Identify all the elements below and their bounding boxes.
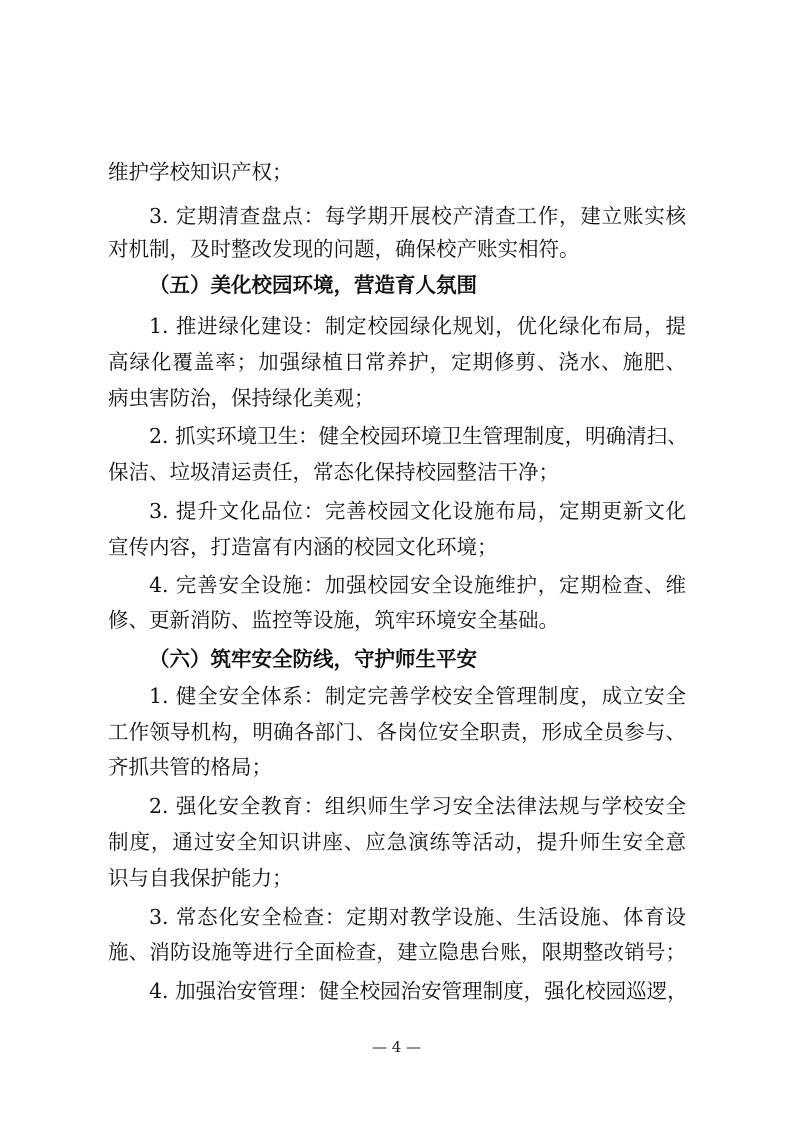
section-heading (0, 270, 793, 300)
line-text: 工作领导机构，明确各部门、各岗位安全职责，形成全员参与、 (108, 720, 686, 744)
page-number: — 4 — (371, 1038, 422, 1056)
text-line (0, 311, 793, 341)
text-line (0, 496, 793, 526)
text-line (0, 347, 793, 377)
text-line (0, 201, 793, 231)
line-text: 4. 完善安全设施：加强校园安全设施维护，定期检查、维 (149, 573, 686, 597)
text-line (0, 717, 793, 747)
text-line (0, 457, 793, 487)
line-text: 维护学校知识产权； (108, 160, 293, 184)
text-line (0, 605, 793, 635)
text-line (0, 791, 793, 821)
text-line (0, 234, 793, 264)
line-text: 3. 提升文化品位：完善校园文化设施布局，定期更新文化 (149, 499, 686, 523)
line-text: 识与自我保护能力； (108, 866, 293, 890)
heading-text: （五）美化校园环境，营造育人氛围 (149, 273, 477, 297)
line-text: 制度，通过安全知识讲座、应急演练等活动，提升师生安全意 (108, 830, 686, 854)
text-line (0, 383, 793, 413)
line-text: 保洁、垃圾清运责任，常态化保持校园整洁干净； (108, 460, 559, 484)
line-text: 3. 常态化安全检查：定期对教学设施、生活设施、体育设 (149, 905, 686, 929)
text-line (0, 902, 793, 932)
line-text: 高绿化覆盖率；加强绿植日常养护，定期修剪、浇水、施肥、 (108, 350, 686, 374)
text-line (0, 863, 793, 893)
line-text: 病虫害防治，保持绿化美观； (108, 386, 375, 410)
section-heading (0, 644, 793, 674)
text-line (0, 421, 793, 451)
line-text: 施、消防设施等进行全面检查，建立隐患台账，限期整改销号； (108, 940, 686, 964)
line-text: 修、更新消防、监控等设施，筑牢环境安全基础。 (108, 608, 559, 632)
text-line (0, 937, 793, 967)
line-text: 3. 定期清查盘点：每学期开展校产清查工作，建立账实核 (149, 204, 686, 228)
line-text: 4. 加强治安管理：健全校园治安管理制度，强化校园巡逻， (149, 979, 688, 1003)
heading-text: （六）筑牢安全防线，守护师生平安 (149, 647, 477, 671)
text-line (0, 976, 793, 1006)
text-line (0, 532, 793, 562)
text-line (0, 827, 793, 857)
line-text: 1. 推进绿化建设：制定校园绿化规划，优化绿化布局，提 (149, 314, 686, 338)
text-line (0, 157, 793, 187)
line-text: 齐抓共管的格局； (108, 755, 272, 779)
line-text: 2. 抓实环境卫生：健全校园环境卫生管理制度，明确清扫、 (149, 424, 688, 448)
line-text: 2. 强化安全教育：组织师生学习安全法律法规与学校安全 (149, 794, 686, 818)
text-line (0, 570, 793, 600)
line-text: 对机制，及时整改发现的问题，确保校产账实相符。 (108, 237, 580, 261)
text-line (0, 681, 793, 711)
line-text: 宣传内容，打造富有内涵的校园文化环境； (108, 535, 498, 559)
line-text: 1. 健全安全体系：制定完善学校安全管理制度，成立安全 (149, 684, 686, 708)
text-line (0, 752, 793, 782)
